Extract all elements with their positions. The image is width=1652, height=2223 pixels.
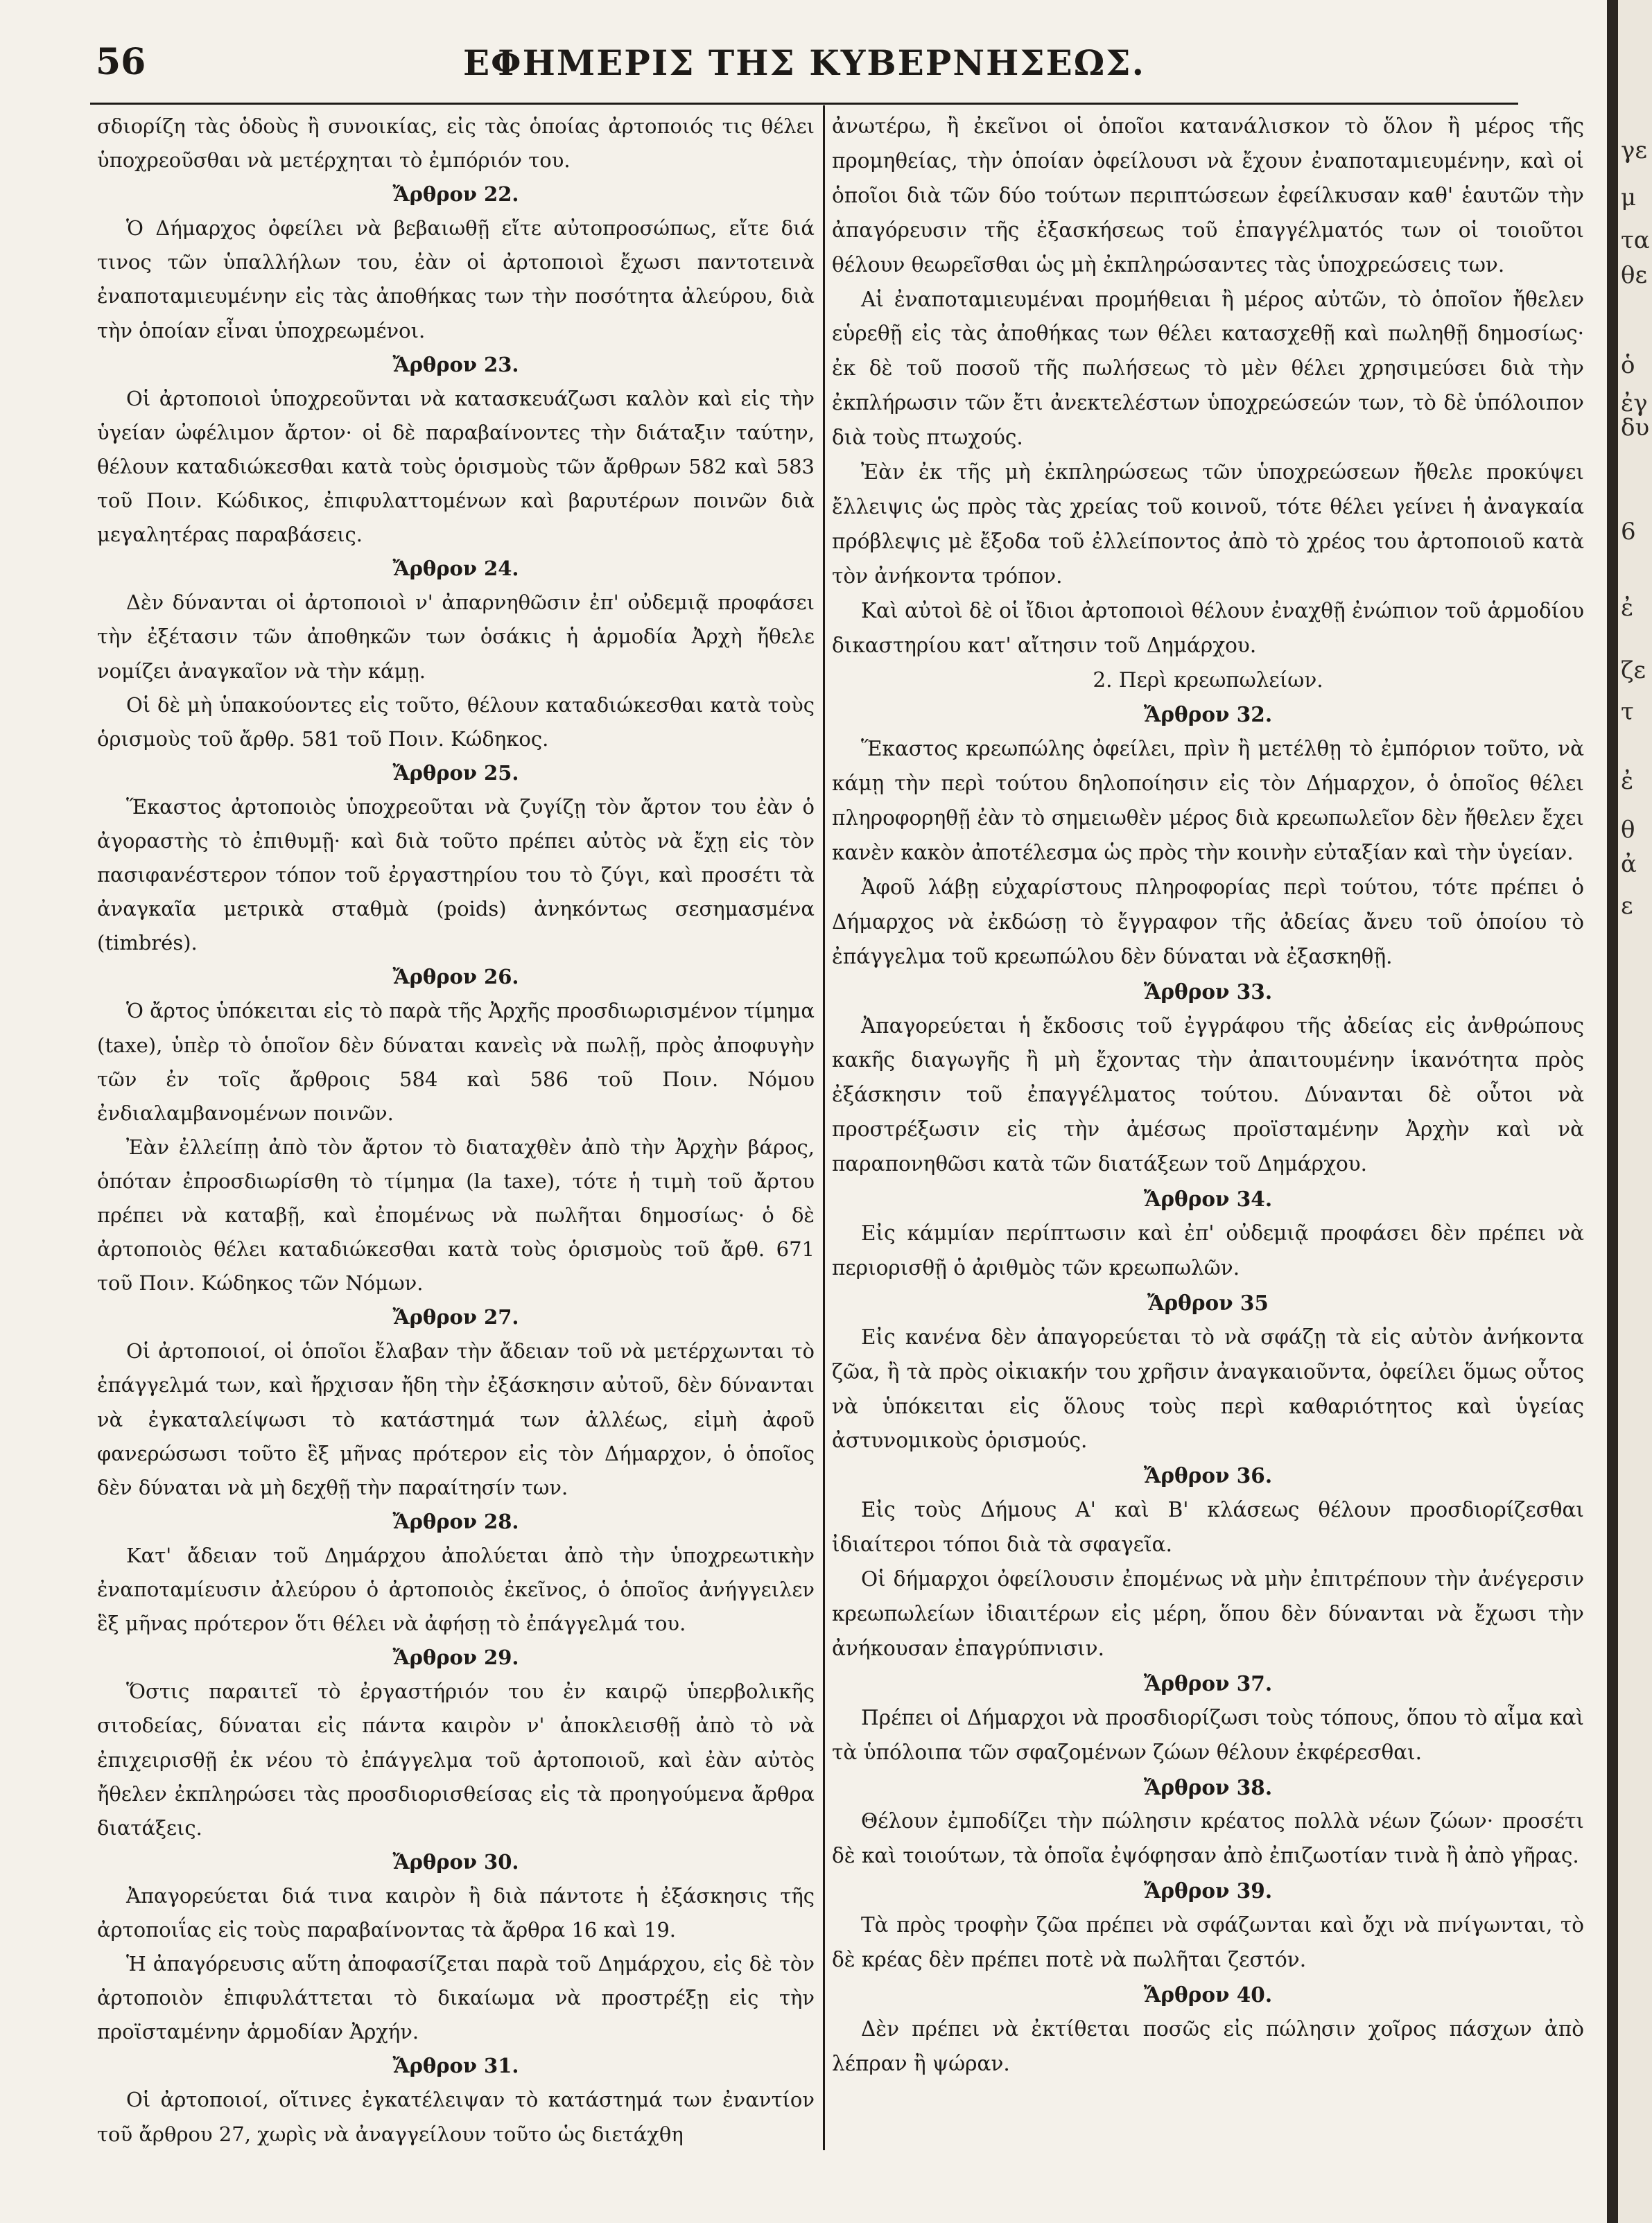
- article-heading: Ἄρθρον 38.: [1143, 1775, 1273, 1799]
- edge-fragment: μ: [1621, 184, 1637, 211]
- header-rule: [90, 103, 1518, 105]
- paragraph: Ὅστις παραιτεῖ τὸ ἐργαστήριόν του ἐν καιρῷ ὑπερβολικῆς σιτοδείας, δύναται εἰς πάντα καιρὸν ν' ἀποκλεισθῇ ἀπὸ τὸ νὰ ἐπιχειρισθῇ ἐκ νέου τὸ ἐπάγγελμα τοῦ ἀρτοποιοῦ, καὶ ἐὰν αὐτὸς ἤθελεν ἐκπληρώσει τὰς προσδιορισθείσας εἰς τὰ προηγούμενα ἄρθρα διατάξεις.: [97, 1680, 815, 1840]
- edge-fragment: τ: [1621, 698, 1634, 726]
- edge-fragment: ἀ: [1621, 851, 1637, 878]
- article-heading: Ἄρθρον 40.: [1143, 1982, 1273, 2007]
- edge-fragment: ἐγ: [1621, 390, 1648, 417]
- paragraph: Ἡ ἀπαγόρευσις αὕτη ἀποφασίζεται παρὰ τοῦ Δημάρχου, εἰς δὲ τὸν ἀρτοποιὸν ἐπιφυλάττεται τὸ δικαίωμα νὰ προστρέξῃ εἰς τὴν προϊσταμένην ἁρμοδίαν Ἀρχήν.: [97, 1952, 815, 2044]
- article-heading: Ἄρθρον 35: [1147, 1290, 1269, 1315]
- page-number: 56: [96, 41, 146, 83]
- continued-paragraph: ἀνωτέρω, ἢ ἐκεῖνοι οἱ ὁποῖοι κατανάλισκον τὸ ὅλον ἢ μέρος τῆς προμηθείας, τὴν ὁποίαν ὀφείλουσι νὰ ἔχουν ἐναποταμιευμένην, καὶ οἱ ὁποῖοι διὰ τῶν δύο τούτων περιπτώσεων ἐφείλκυσαν καθ' ἑαυτῶν τὴν ἀπαγόρευσιν τῆς ἐξασκήσεως τοῦ ἐπαγγέλματός των οἱ τοιοῦτοι θέλουν θεωρεῖσθαι ὡς μὴ ἐκπληρώσαντες τὰς ὑποχρεώσεις των.: [832, 114, 1584, 277]
- paragraph: Ὁ ἄρτος ὑπόκειται εἰς τὸ παρὰ τῆς Ἀρχῆς προσδιωρισμένον τίμημα (taxe), ὑπὲρ τὸ ὁποῖον δὲν δύναται κανεὶς νὰ πωλῇ, πρὸς ἀποφυγὴν τῶν ἐν τοῖς ἄρθροις 584 καὶ 586 τοῦ Ποιν. Νόμου ἐνδιαλαμβανομένων ποινῶν.: [97, 999, 815, 1125]
- paragraph: Τὰ πρὸς τροφὴν ζῶα πρέπει νὰ σφάζωνται καὶ ὄχι νὰ πνίγωνται, τὸ δὲ κρέας δὲν πρέπει ποτὲ νὰ πωλῆται ζεστόν.: [832, 1913, 1584, 1972]
- running-head: ΕΦΗΜΕΡΙΣ ΤΗΣ ΚΥΒΕΡΝΗΣΕΩΣ.: [462, 42, 1146, 83]
- edge-fragment: θε: [1621, 261, 1648, 289]
- paragraph: Ἀπαγορεύεται διά τινα καιρὸν ἢ διὰ πάντοτε ἡ ἐξάσκησις τῆς ἀρτοποιΐας εἰς τοὺς παραβαίνοντας τὰ ἄρθρα 16 καὶ 19.: [97, 1883, 815, 1942]
- edge-fragment: ε: [1621, 892, 1633, 920]
- article-heading: Ἄρθρον 37.: [1143, 1671, 1273, 1695]
- article-heading: Ἄρθρον 31.: [392, 2054, 519, 2078]
- page-header: [90, 38, 1518, 87]
- edge-fragment: ἐ: [1621, 594, 1634, 622]
- paragraph: Ἐὰν ἐκ τῆς μὴ ἐκπληρώσεως τῶν ὑποχρεώσεων ἤθελε προκύψει ἔλλειψις ὡς πρὸς τὰς χρείας τοῦ κοινοῦ, τότε θέλει γείνει ἡ ἀναγκαία πρόβλεψις μὲ ἔξοδα τοῦ ἐλλείποντος ἀπὸ τὸ χρέος του ἀρτοποιοῦ κατὰ τὸν ἀνήκοντα τρόπον.: [832, 460, 1584, 588]
- column-divider: [823, 105, 825, 2150]
- paragraph: Οἱ ἀρτοποιοὶ ὑποχρεοῦνται νὰ κατασκευάζωσι καλὸν καὶ εἰς τὴν ὑγείαν ὠφέλιμον ἄρτον· οἱ δὲ παραβαίνοντες τὴν διάταξιν ταύτην, θέλουν καταδιώκεσθαι κατὰ τοὺς ὁρισμοὺς τῶν ἄρθρων 582 καὶ 583 τοῦ Ποιν. Κώδικος, ἐπιφυλαττομένων καὶ βαρυτέρων ποινῶν διὰ μεγαλητέρας παραβάσεις.: [97, 386, 815, 547]
- paragraph: Δὲν δύνανται οἱ ἀρτοποιοὶ ν' ἀπαρνηθῶσιν ἐπ' οὐδεμιᾷ προφάσει τὴν ἐξέτασιν τῶν ἀποθηκῶν των ὁσάκις ἡ ἁρμοδία Ἀρχὴ ἤθελε νομίζει ἀναγκαῖον νὰ τὴν κάμῃ.: [97, 591, 815, 683]
- article-heading: Ἄρθρον 36.: [1143, 1463, 1273, 1488]
- article-heading: Ἄρθρον 23.: [392, 352, 519, 376]
- article-heading: Ἄρθρον 27.: [392, 1305, 519, 1330]
- article-heading: Ἄρθρον 26.: [392, 965, 519, 989]
- book-gutter: [1607, 0, 1618, 2223]
- paragraph: Ἕκαστος ἀρτοποιὸς ὑποχρεοῦται νὰ ζυγίζῃ τὸν ἄρτον του ἐὰν ὁ ἀγοραστὴς τὸ ἐπιθυμῇ· καὶ διὰ τοῦτο πρέπει αὐτὸς νὰ ἔχῃ εἰς τὸν πασιφανέστερον τόπον τοῦ ἐργαστηρίου του τὸ ζύγι, καὶ προσέτι τὰ ἀναγκαῖα μετρικὰ σταθμὰ (poids) ἀνηκόντως σεσημασμένα (timbrés).: [97, 794, 815, 955]
- continued-paragraph: σδιορίζη τὰς ὁδοὺς ἢ συνοικίας, εἰς τὰς ὁποίας ἀρτοποιός τις θέλει ὑποχρεοῦσθαι νὰ μετέρχηται τὸ ἐμπόριόν του.: [97, 114, 815, 173]
- paragraph: Καὶ αὐτοὶ δὲ οἱ ἴδιοι ἀρτοποιοὶ θέλουν ἐναχθῇ ἐνώπιον τοῦ ἁρμοδίου δικαστηρίου κατ' αἴτησιν τοῦ Δημάρχου.: [832, 598, 1584, 657]
- paragraph: Θέλουν ἐμποδίζει τὴν πώλησιν κρέατος πολλὰ νέων ζώων· προσέτι δὲ καὶ τοιούτων, τὰ ὁποῖα ἐψόφησαν ἀπὸ ἐπιζωοτίαν τινὰ ἢ ἀπὸ γῆρας.: [832, 1809, 1584, 1868]
- right-column: [832, 110, 1584, 2082]
- paragraph: Ἐὰν ἐλλείπῃ ἀπὸ τὸν ἄρτον τὸ διαταχθὲν ἀπὸ τὴν Ἀρχὴν βάρος, ὁπόταν ἐπροσδιωρίσθη τὸ τίμημα (la taxe), τότε ἡ τιμὴ τοῦ ἄρτου πρέπει νὰ καταβῇ, καὶ ἐπομένως νὰ πωλῆται δημοσίως· ὁ δὲ ἀρτοποιὸς θέλει καταδιώκεσθαι κατὰ τοὺς ὁρισμοὺς τοῦ ἄρθ. 671 τοῦ Ποιν. Κώδηκος τῶν Νόμων.: [97, 1135, 815, 1296]
- section-heading: 2. Περὶ κρεωπωλείων.: [1093, 668, 1323, 692]
- edge-fragment: ὁ: [1621, 351, 1635, 379]
- article-heading: Ἄρθρον 22.: [392, 182, 519, 207]
- paragraph: Ἀπαγορεύεται ἡ ἔκδοσις τοῦ ἐγγράφου τῆς ἀδείας εἰς ἀνθρώπους κακῆς διαγωγῆς ἢ μὴ ἔχοντας τὴν ἀπαιτουμένην ἱκανότητα πρὸς ἐξάσκησιν τοῦ ἐπαγγέλματος τούτου. Δύνανται δὲ οὗτοι νὰ προστρέξωσιν εἰς τὴν ἀμέσως προϊσταμένην Ἀρχὴν καὶ νὰ παραπονηθῶσι κατὰ τῶν διατάξεων τοῦ Δημάρχου.: [832, 1013, 1584, 1176]
- article-heading: Ἄρθρον 39.: [1143, 1878, 1273, 1903]
- paragraph: Εἰς κανένα δὲν ἀπαγορεύεται τὸ νὰ σφάζῃ τὰ εἰς αὐτὸν ἀνήκοντα ζῶα, ἢ τὰ πρὸς οἰκιακήν του χρῆσιν ἀναγκαιοῦντα, ὀφείλει ὅμως οὗτος νὰ ὑπόκειται εἰς ὅλους τοὺς περὶ καθαριότητος καὶ ὑγείας ἀστυνομικοὺς ὁρισμούς.: [832, 1325, 1584, 1453]
- next-page-edge: [1618, 0, 1652, 2223]
- article-heading: Ἄρθρον 32.: [1143, 702, 1273, 727]
- paragraph: Οἱ δήμαρχοι ὀφείλουσιν ἐπομένως νὰ μὴν ἐπιτρέπουν τὴν ἀνέγερσιν κρεωπωλείων ἰδιαιτέρων εἰς μέρη, ὅπου δὲν δύνανται νὰ ἔχωσι τὴν ἀνήκουσαν ἐπαγρύπνισιν.: [832, 1567, 1584, 1660]
- edge-fragment: ἐ: [1621, 767, 1634, 795]
- edge-fragment: τα: [1621, 227, 1650, 254]
- article-heading: Ἄρθρον 24.: [392, 557, 519, 581]
- article-heading: Ἄρθρον 28.: [392, 1509, 519, 1533]
- paragraph: Αἱ ἐναποταμιευμέναι προμήθειαι ἢ μέρος αὐτῶν, τὸ ὁποῖον ἤθελεν εὑρεθῇ εἰς τὰς ἀποθήκας των θέλει κατασχεθῇ καὶ πωληθῇ δημοσίως· ἐκ δὲ τοῦ ποσοῦ τῆς πωλήσεως τὸ μὲν θέλει χρησιμεύσει διὰ τὴν ἐκπλήρωσιν τῶν ἔτι ἀνεκτελέστων ὑποχρεώσεών των, τὸ δὲ ὑπόλοιπον διὰ τοὺς πτωχούς.: [832, 287, 1584, 450]
- paragraph: Ἀφοῦ λάβῃ εὐχαρίστους πληροφορίας περὶ τούτου, τότε πρέπει ὁ Δήμαρχος νὰ ἐκδώσῃ τὸ ἔγγραφον τῆς ἀδείας ἄνευ τοῦ ὁποίου τὸ ἐπάγγελμα τοῦ κρεωπώλου δὲν δύναται νὰ ἐξασκηθῇ.: [832, 875, 1584, 968]
- paragraph: Οἱ δὲ μὴ ὑπακούοντες εἰς τοῦτο, θέλουν καταδιώκεσθαι κατὰ τοὺς ὁρισμοὺς τοῦ ἄρθρ. 581 τοῦ Ποιν. Κώδηκος.: [97, 692, 815, 751]
- paragraph: Κατ' ἄδειαν τοῦ Δημάρχου ἀπολύεται ἀπὸ τὴν ὑποχρεωτικὴν ἐναποταμίευσιν ἀλεύρου ὁ ἀρτοποιὸς ἐκεῖνος, ὁ ὁποῖος ἀνήγγειλεν ἓξ μῆνας πρότερον ὅτι θέλει νὰ ἀφήσῃ τὸ ἐπάγγελμά του.: [97, 1543, 815, 1636]
- article-heading: Ἄρθρον 30.: [392, 1849, 519, 1874]
- paragraph: Οἱ ἀρτοποιοί, οἵτινες ἐγκατέλειψαν τὸ κατάστημά των ἐναντίον τοῦ ἄρθρου 27, χωρὶς νὰ ἀναγγείλουν τοῦτο ὡς διετάχθη: [97, 2088, 815, 2146]
- article-heading: Ἄρθρον 25.: [392, 760, 519, 785]
- paragraph: Ὁ Δήμαρχος ὀφείλει νὰ βεβαιωθῇ εἴτε αὐτοπροσώπως, εἴτε διά τινος τῶν ὑπαλλήλων του, ἐὰν οἱ ἀρτοποιοὶ ἔχωσι παντοτεινὰ ἐναποταμιευμένην εἰς τὰς ἀποθήκας των τὴν ποσότητα ἀλεύρου, διὰ τὴν ὁποίαν εἶναι ὑποχρεωμένοι.: [97, 216, 815, 342]
- edge-fragment: ζε: [1621, 656, 1646, 684]
- paragraph: Πρέπει οἱ Δήμαρχοι νὰ προσδιορίζωσι τοὺς τόπους, ὅπου τὸ αἷμα καὶ τὰ ὑπόλοιπα τῶν σφαζομένων ζώων θέλουν ἐκφέρεσθαι.: [832, 1705, 1584, 1764]
- paragraph: Δὲν πρέπει νὰ ἐκτίθεται ποσῶς εἰς πώλησιν χοῖρος πάσχων ἀπὸ λέπραν ἢ ψώραν.: [832, 2016, 1584, 2075]
- paragraph: Ἕκαστος κρεωπώλης ὀφείλει, πρὶν ἢ μετέλθῃ τὸ ἐμπόριον τοῦτο, νὰ κάμῃ τὴν περὶ τούτου δηλοποίησιν εἰς τὸν Δήμαρχον, ὁ ὁποῖος θέλει πληροφορηθῇ ἐὰν τὸ σημειωθὲν μέρος διὰ κρεωπωλεῖον δὲν ἤθελεν ἔχει κανὲν κακὸν ἀποτέλεσμα ὡς πρὸς τὴν κοινὴν εὐταξίαν καὶ τὴν ὑγείαν.: [832, 737, 1584, 865]
- edge-fragment: θ: [1621, 816, 1635, 844]
- edge-fragment: 6: [1621, 518, 1636, 546]
- article-heading: Ἄρθρον 34.: [1143, 1187, 1273, 1212]
- left-column: [97, 110, 815, 2152]
- article-heading: Ἄρθρον 33.: [1143, 979, 1273, 1004]
- paragraph: Οἱ ἀρτοποιοί, οἱ ὁποῖοι ἔλαβαν τὴν ἄδειαν τοῦ νὰ μετέρχωνται τὸ ἐπάγγελμά των, καὶ ἤρχισαν ἤδη τὴν ἐξάσκησιν αὐτοῦ, δὲν δύνανται νὰ ἐγκαταλείψωσι τὸ κατάστημά των ἀλλέως, εἰμὴ ἀφοῦ φανερώσωσι τοῦτο ἓξ μῆνας πρότερον εἰς τὸν Δήμαρχον, ὁ ὁποῖος δὲν δύναται νὰ μὴ δεχθῇ τὴν παραίτησίν των.: [97, 1339, 815, 1499]
- edge-fragment: δυ: [1621, 414, 1650, 442]
- article-heading: Ἄρθρον 29.: [392, 1646, 519, 1670]
- paragraph: Εἰς τοὺς Δήμους Α' καὶ Β' κλάσεως θέλουν προσδιορίζεσθαι ἰδιαίτεροι τόποι διὰ τὰ σφαγεῖα.: [832, 1498, 1584, 1557]
- edge-fragment: γε: [1621, 137, 1647, 164]
- paragraph: Εἰς κάμμίαν περίπτωσιν καὶ ἐπ' οὐδεμιᾷ προφάσει δὲν πρέπει νὰ περιορισθῇ ὁ ἀριθμὸς τῶν κρεωπωλῶν.: [832, 1221, 1584, 1280]
